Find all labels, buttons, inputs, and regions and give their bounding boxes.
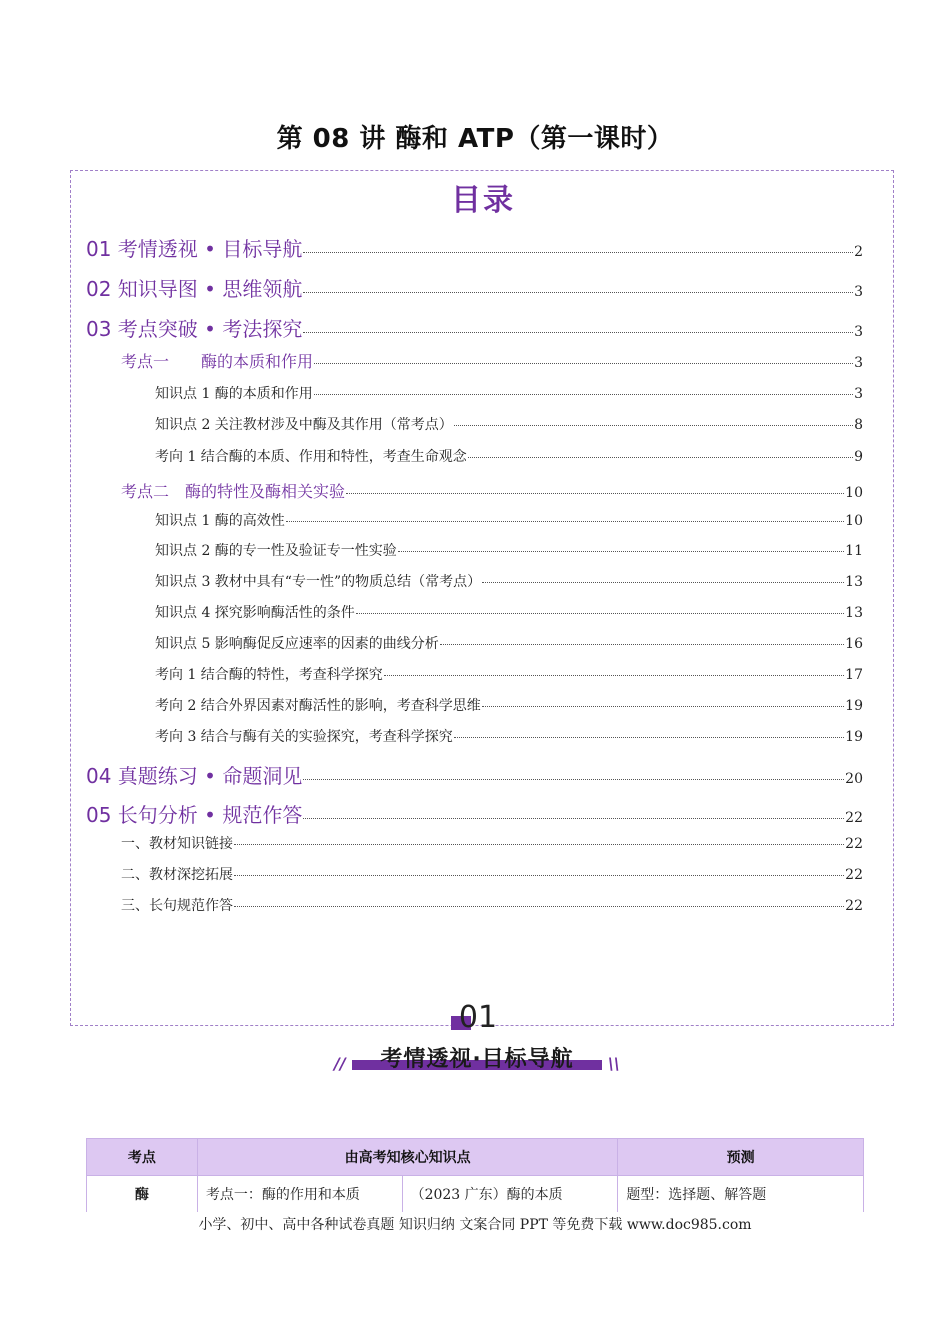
toc-entry-label: 知识点 4 探究影响酶活性的条件 (155, 605, 355, 621)
toc-entry-label: 05 长句分析 • 规范作答 (86, 803, 303, 827)
toc-entry-page: 16 (845, 636, 863, 652)
toc-entry[interactable] (155, 510, 863, 530)
toc-entry-label: 03 考点突破 • 考法探究 (86, 317, 303, 341)
toc-entry-label: 01 考情透视 • 目标导航 (86, 237, 303, 261)
toc-entry-page: 22 (845, 836, 863, 852)
toc-entry-label: 考向 1 结合酶的特性，考查科学探究 (155, 667, 383, 683)
toc-entry-page: 19 (845, 698, 863, 714)
table-header-row (87, 1139, 864, 1176)
header-forecast: 预测 (618, 1139, 864, 1176)
section-title: 考情透视·目标导航 (380, 1047, 574, 1072)
toc-entry-page: 3 (854, 355, 863, 371)
toc-entry-page: 22 (845, 810, 863, 826)
toc-entry[interactable] (155, 695, 863, 715)
toc-leader-dots (454, 425, 853, 426)
cell-forecast: 题型：选择题、解答题 (618, 1176, 864, 1213)
toc-leader-dots (482, 582, 844, 583)
toc-leader-dots (346, 493, 844, 494)
toc-entry[interactable] (121, 864, 863, 884)
toc-entry-page: 2 (854, 244, 863, 260)
toc-leader-dots (398, 551, 844, 552)
toc-entry-label: 考向 2 结合外界因素对酶活性的影响，考查科学思维 (155, 698, 481, 714)
right-slash-decoration: \\ (608, 1054, 620, 1073)
cell-exam: （2023 广东）酶的本质 (402, 1176, 618, 1213)
toc-entry-page: 11 (845, 543, 863, 559)
exam-analysis-table (86, 1138, 864, 1213)
toc-leader-dots (234, 875, 844, 876)
document-title: 第 08 讲 酶和 ATP（第一课时） (276, 124, 674, 154)
header-knowledge: 由高考知核心知识点 (197, 1139, 617, 1176)
toc-entry-page: 3 (854, 386, 863, 402)
toc-entry-page: 20 (845, 771, 863, 787)
toc-entry[interactable] (86, 799, 863, 828)
toc-leader-dots (468, 457, 853, 458)
header-topic: 考点 (87, 1139, 198, 1176)
toc-entry-page: 10 (845, 485, 863, 501)
toc-entry-page: 13 (845, 574, 863, 590)
toc-entry-page: 10 (845, 513, 863, 529)
toc-entry-label: 二、教材深挖拓展 (121, 867, 233, 883)
toc-entry[interactable] (155, 414, 863, 434)
toc-leader-dots (303, 779, 844, 780)
toc-entry[interactable] (155, 446, 863, 466)
toc-entry[interactable] (86, 273, 863, 302)
toc-entry[interactable] (121, 895, 863, 915)
toc-entry-label: 考点一 酶的本质和作用 (121, 352, 314, 371)
toc-entry[interactable] (155, 726, 863, 746)
toc-entry-label: 一、教材知识链接 (121, 836, 233, 852)
toc-entry-page: 22 (845, 867, 863, 883)
toc-leader-dots (314, 394, 853, 395)
section-number: 01 (458, 1000, 498, 1035)
toc-entry[interactable] (121, 349, 863, 372)
toc-entry[interactable] (155, 633, 863, 653)
toc-entry[interactable] (86, 233, 863, 262)
toc-entry-page: 17 (845, 667, 863, 683)
toc-entry-page: 19 (845, 729, 863, 745)
toc-entry-label: 知识点 2 酶的专一性及验证专一性实验 (155, 543, 397, 559)
toc-heading: 目录 (451, 183, 515, 218)
toc-entry-label: 知识点 2 关注教材涉及中酶及其作用（常考点） (155, 417, 453, 433)
toc-entry[interactable] (155, 540, 863, 560)
toc-entry[interactable] (86, 313, 863, 342)
toc-leader-dots (454, 737, 844, 738)
toc-entry-label: 02 知识导图 • 思维领航 (86, 277, 303, 301)
toc-leader-dots (440, 644, 844, 645)
toc-leader-dots (234, 906, 844, 907)
toc-leader-dots (482, 706, 844, 707)
toc-leader-dots (356, 613, 844, 614)
toc-entry[interactable] (121, 833, 863, 853)
toc-entry-page: 9 (854, 449, 863, 465)
toc-entry-label: 考点二 酶的特性及酶相关实验 (121, 482, 346, 501)
toc-entry[interactable] (155, 602, 863, 622)
toc-entry-page: 13 (845, 605, 863, 621)
toc-entry[interactable] (121, 479, 863, 502)
toc-entry-label: 知识点 3 教材中具有“专一性”的物质总结（常考点） (155, 574, 482, 590)
toc-entry[interactable] (155, 571, 863, 591)
toc-entry[interactable] (86, 760, 863, 789)
section-title-band (352, 1044, 602, 1070)
table-of-contents (70, 170, 894, 1026)
toc-leader-dots (286, 521, 844, 522)
toc-entry-label: 考向 3 结合与酶有关的实验探究，考查科学探究 (155, 729, 453, 745)
toc-entry[interactable] (155, 664, 863, 684)
toc-leader-dots (303, 332, 853, 333)
toc-leader-dots (384, 675, 844, 676)
toc-leader-dots (234, 844, 844, 845)
toc-entry-page: 8 (854, 417, 863, 433)
toc-leader-dots (303, 252, 853, 253)
page-footer: 小学、初中、高中各种试卷真题 知识归纳 文案合同 PPT 等免费下载 www.doc985.com (198, 1217, 752, 1233)
toc-leader-dots (303, 292, 853, 293)
toc-leader-dots (303, 818, 844, 819)
cell-knowledge: 考点一：酶的作用和本质 (197, 1176, 402, 1213)
toc-entry-page: 3 (854, 324, 863, 340)
toc-leader-dots (314, 363, 853, 364)
cell-topic: 酶 (87, 1176, 198, 1213)
toc-entry-label: 知识点 1 酶的高效性 (155, 513, 285, 529)
table-row (87, 1176, 864, 1213)
toc-entry-label: 知识点 1 酶的本质和作用 (155, 386, 313, 402)
toc-entry[interactable] (155, 383, 863, 403)
toc-entry-page: 3 (854, 284, 863, 300)
left-slash-decoration: // (334, 1054, 346, 1073)
toc-entry-page: 22 (845, 898, 863, 914)
toc-entry-label: 考向 1 结合酶的本质、作用和特性，考查生命观念 (155, 449, 467, 465)
toc-entry-label: 三、长句规范作答 (121, 898, 233, 914)
toc-entry-label: 知识点 5 影响酶促反应速率的因素的曲线分析 (155, 636, 439, 652)
toc-entry-label: 04 真题练习 • 命题洞见 (86, 764, 303, 788)
